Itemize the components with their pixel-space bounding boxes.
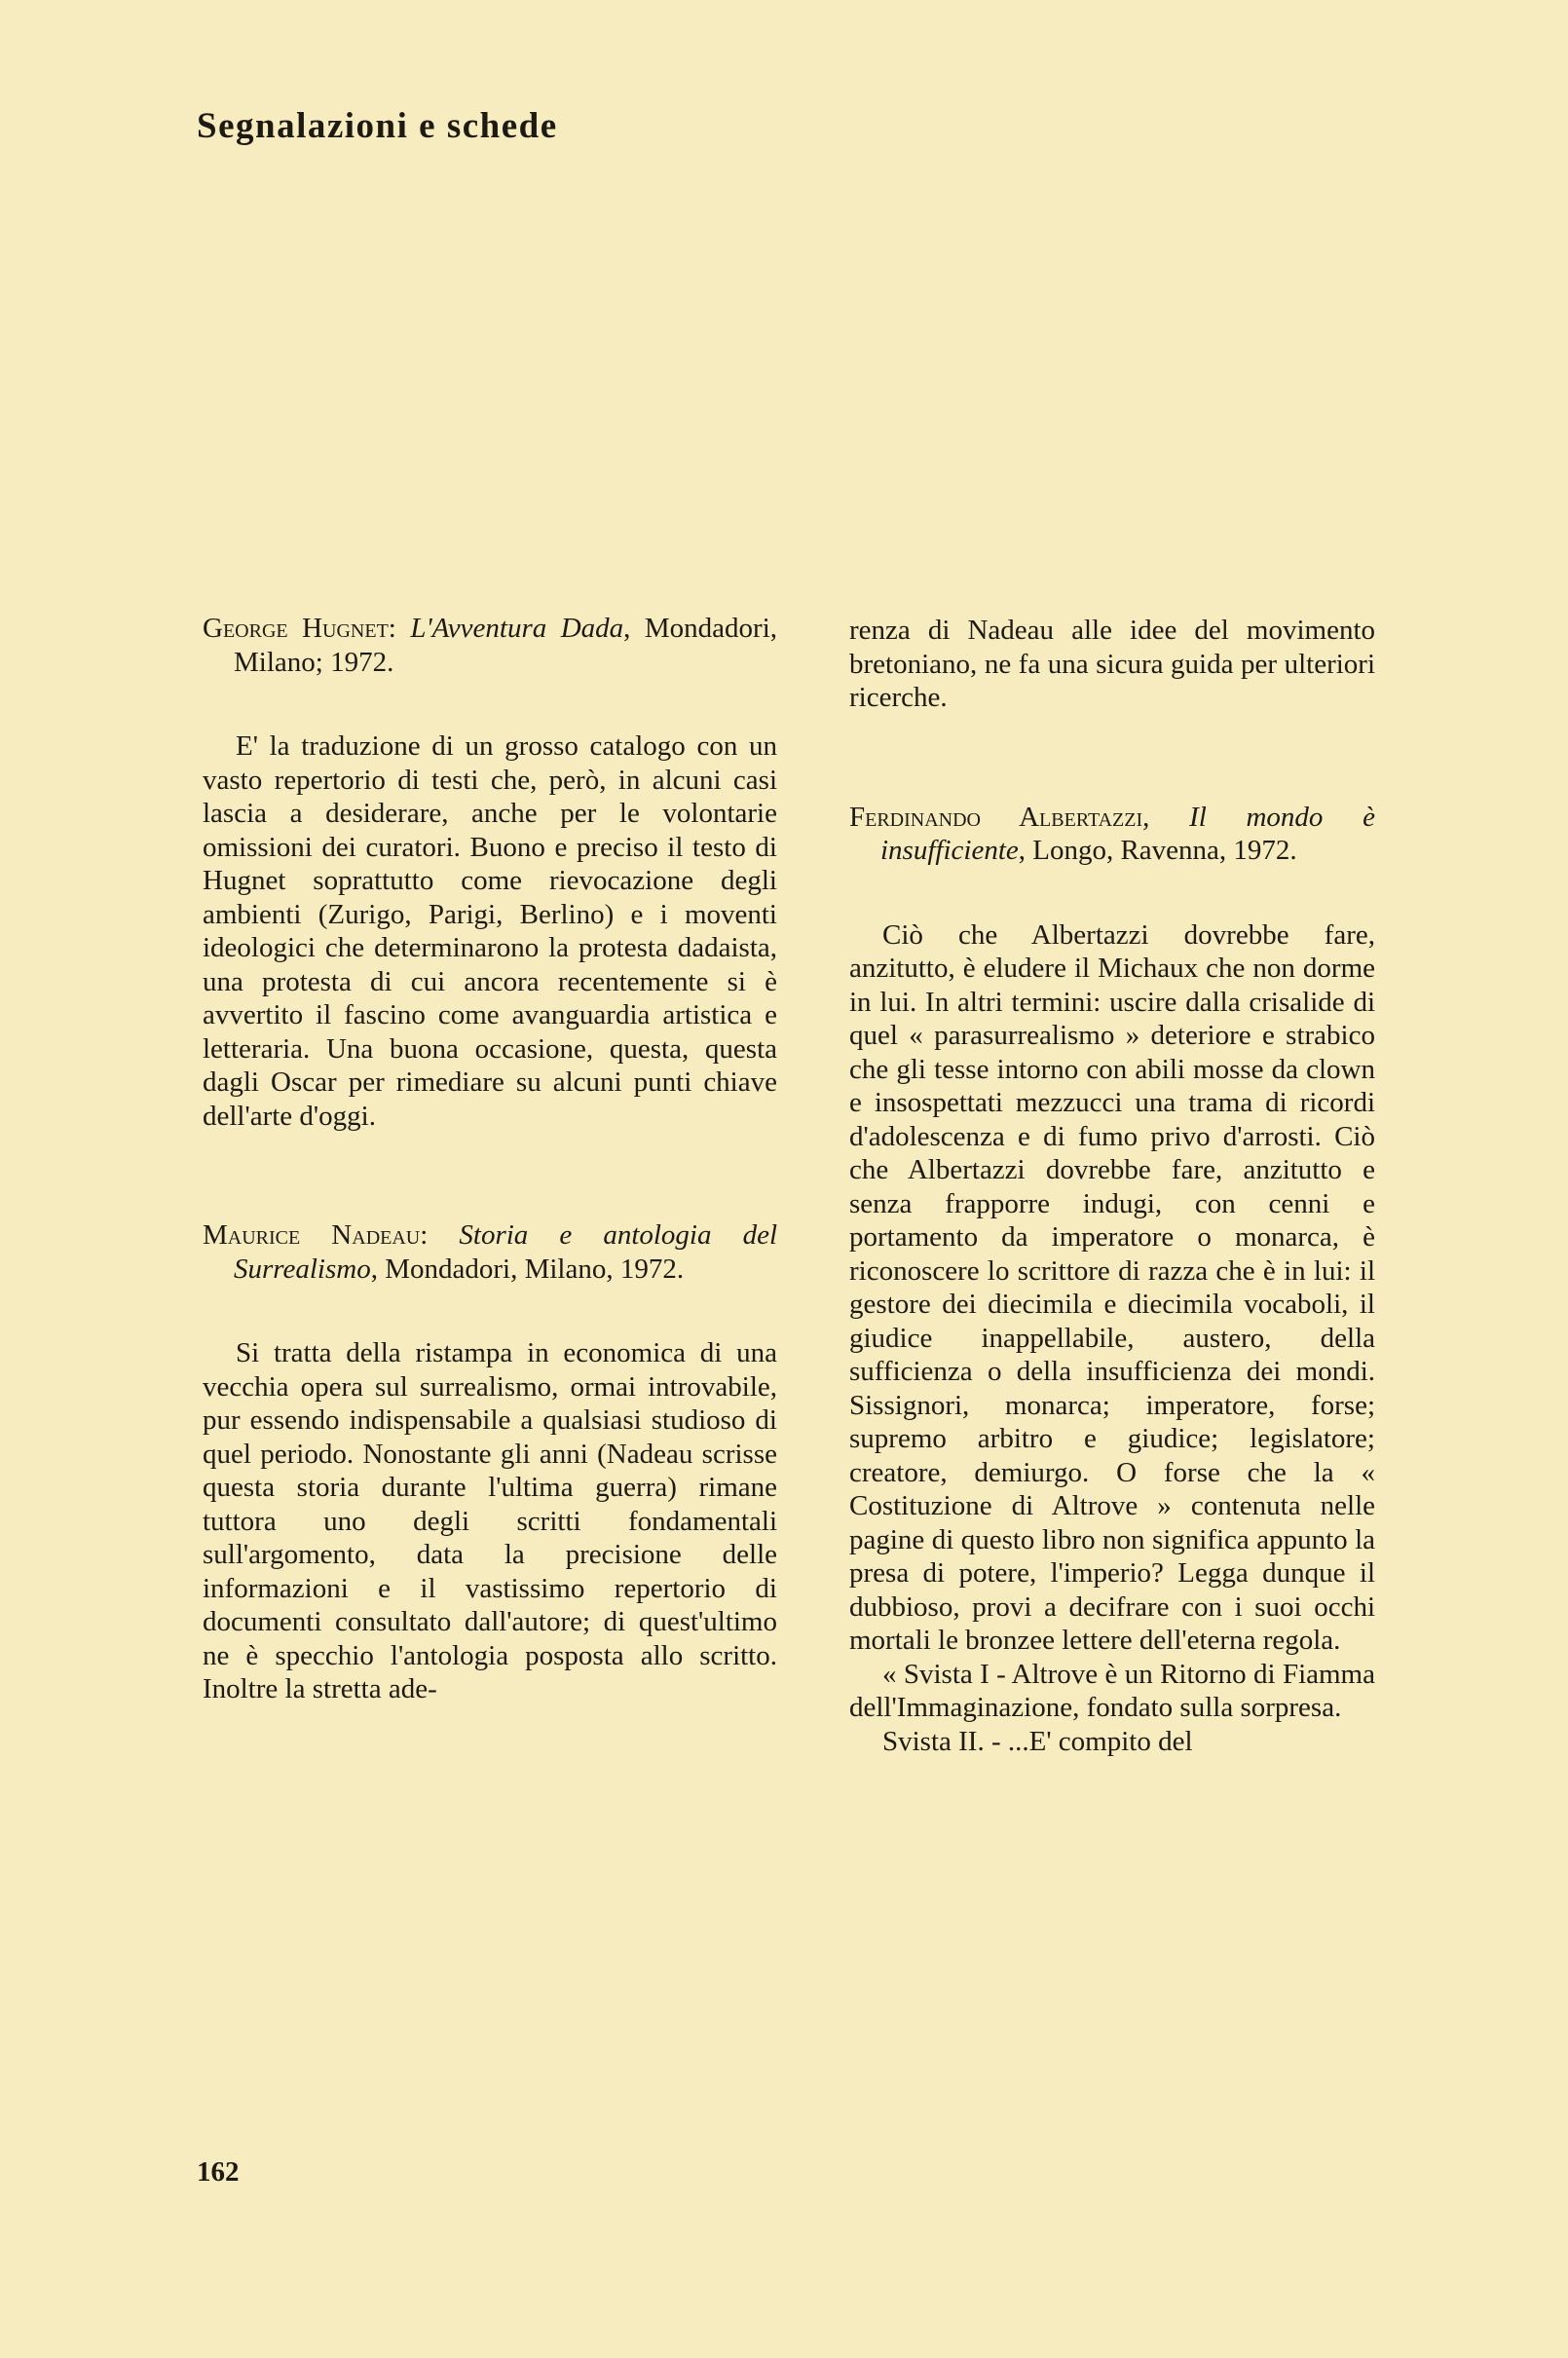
section-title: Segnalazioni e schede: [197, 106, 558, 146]
review-quote-svista-1: « Svista I - Altrove è un Ritorno di Fiamma dell'Immaginazione, fondato sulla sorpresa.: [849, 1658, 1375, 1723]
review-title: Storia e antologia del Surrealismo: [234, 1219, 777, 1285]
review-body-hugnet: E' la traduzione di un grosso catalogo con un vasto repertorio di testi che, però, in alcuni casi lascia a desiderare, anche per le volontarie omissioni dei curatori. Buono e preciso il testo di Hugnet soprattutto come rievocazione degli ambienti (Zurigo, Parigi, Berlino) e i moventi ideologici che determinarono la protesta dadaista, una protesta di cui ancora recentemente si è avvertito il fascino come avanguardia artistica e letteraria. Una buona occasione, questa, questa dagli Oscar per rimediare su alcuni punti chiave dell'arte d'oggi.: [203, 730, 777, 1132]
review-heading-nadeau: Maurice Nadeau: Storia e antologia del Surrealismo, Mondadori, Milano, 1972.: [203, 1219, 777, 1285]
review-author: Maurice Nadeau: [203, 1219, 421, 1251]
review-publication: , Mondadori, Milano, 1972.: [370, 1253, 685, 1285]
review-author: Ferdinando Albertazzi: [849, 801, 1143, 833]
review-author: George Hugnet: [203, 613, 389, 644]
review-body-nadeau-part-2: renza di Nadeau alle idee del movimento bretoniano, ne fa una sicura guida per ulteriori ricerche.: [849, 615, 1375, 713]
review-heading-hugnet: George Hugnet: L'Avventura Dada, Mondadori, Milano; 1972.: [203, 613, 778, 678]
page-number: 162: [197, 2156, 240, 2188]
review-heading-albertazzi: Ferdinando Albertazzi, Il mondo è insufficiente, Longo, Ravenna, 1972.: [849, 801, 1376, 866]
review-quote-svista-2: Svista II. - ...E' compito del: [882, 1725, 1193, 1757]
right-column: [849, 614, 1375, 1758]
left-column: [203, 612, 777, 1706]
review-title: L'Avventura Dada: [410, 613, 624, 644]
review-body-nadeau-part-1: Si tratta della ristampa in economica di una vecchia opera sul surrealismo, ormai introvabile, pur essendo indispensabile a qualsiasi studioso di quel periodo. Nonostante gli anni (Nadeau scrisse questa storia durante l'ultima guerra) rimane tuttora uno degli scritti fondamentali sull'argomento, data la precisione delle informazioni e il vastissimo repertorio di documenti consultato dall'autore; di quest'ultimo ne è specchio l'antologia posposta allo scritto. Inoltre la stretta ade-: [203, 1337, 777, 1704]
review-body-albertazzi: Ciò che Albertazzi dovrebbe fare, anzitutto, è eludere il Michaux che non dorme in lui. In altri termini: uscire dalla crisalide di quel « parasurrealismo » deteriore e strabico che gli tesse intorno con abili mosse da clown e insospettati mezzucci una trama di ricordi d'adolescenza e di fumo privo d'arrosti. Ciò che Albertazzi dovrebbe fare, anzitutto e senza frapporre indugi, con cenni e portamento da imperatore o monarca, è riconoscere lo scrittore di razza che è in lui: il gestore dei diecimila e diecimila vocaboli, il giudice inappellabile, austero, della sufficienza o della insufficienza dei mondi. Sissignori, monarca; imperatore, forse; supremo arbitro e giudice; legislatore; creatore, demiurgo. O forse che la « Costituzione di Altrove » contenuta nelle pagine di questo libro non significa appunto la presa di potere, l'imperio? Legga dunque il dubbioso, provi a decifrare con i suoi occhi mortali le bronzee lettere dell'eterna regola.: [849, 918, 1375, 1656]
review-publication: , Longo, Ravenna, 1972.: [1018, 835, 1297, 866]
review-title: Il mondo è insufficiente: [880, 801, 1376, 866]
review-publication: , Mondadori, Milano; 1972.: [234, 613, 778, 678]
